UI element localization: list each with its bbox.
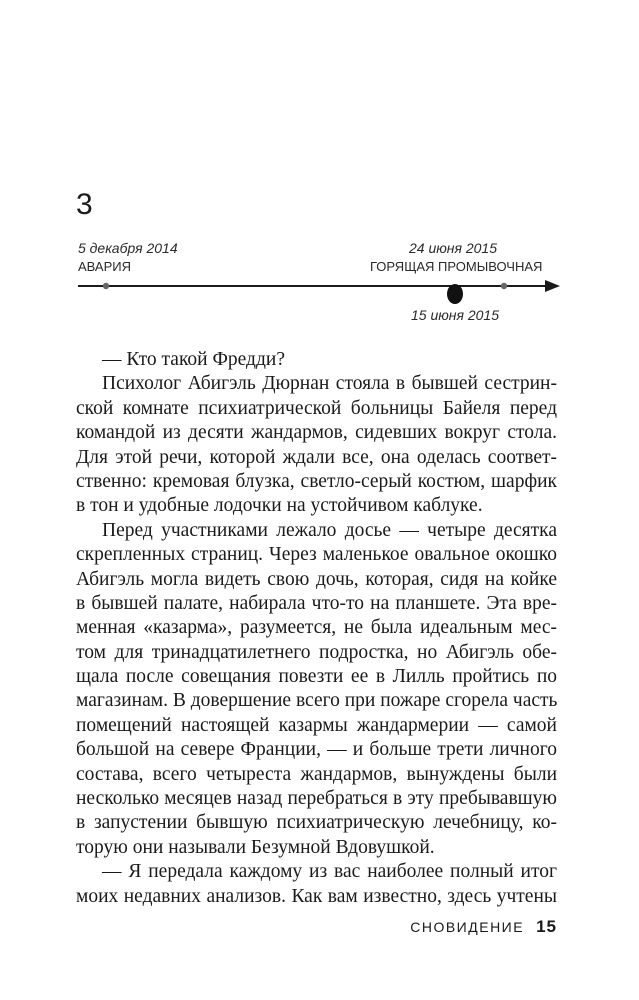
timeline [0, 0, 639, 340]
paragraph-line: Психолог Абигэль Дюрнан стояла в бывшей сестрин- [102, 373, 557, 395]
paragraph-line: ской комнате психиатрической больницы Байеля перед [76, 397, 557, 419]
timeline-current-marker [447, 284, 463, 304]
event-2-date: 24 июня 2015 [409, 240, 497, 256]
paragraph-line: — Кто такой Фредди? [102, 349, 285, 370]
paragraph-line: менная «казарма», разумеется, не была идеальным мес- [76, 617, 557, 639]
timeline-marker-accident [103, 283, 109, 289]
event-2-label: ГОРЯЩАЯ ПРОМЫВОЧНАЯ [370, 259, 543, 274]
event-1-label: АВАРИЯ [78, 259, 131, 274]
paragraph-line: том для тринадцатилетнего подростка, но Абигэль обе- [76, 641, 557, 663]
paragraph-line: помещений настоящей казармы жандармерии — самой [76, 714, 557, 736]
paragraph-line: Для этой речи, которой ждали все, она оделась соответ- [76, 446, 557, 468]
paragraph-line: командой из десяти жандармов, сидевших вокруг стола. [76, 422, 557, 444]
event-1-date: 5 декабря 2014 [78, 240, 178, 256]
timeline-marker-laundry [501, 283, 507, 289]
page-number: 15 [536, 917, 557, 936]
page-footer [410, 917, 557, 937]
event-3-date: 15 июня 2015 [411, 307, 499, 323]
paragraph-line: — Я передала каждому из вас наиболее полный итог [102, 861, 557, 883]
paragraph-line: торую они называли Безумной Вдовушкой. [76, 836, 435, 858]
paragraph-line: в запустении бывшую психиатрическую лечебницу, ко- [76, 812, 557, 834]
chapter-number: 3 [76, 188, 94, 221]
paragraph-line: скрепленных страниц. Через маленькое овальное окошко [76, 544, 557, 566]
paragraph-line: моих недавних анализов. Как вам известно, здесь учтены [76, 885, 557, 907]
paragraph-line: состава, всего четыреста жандармов, вынуждены были [76, 763, 557, 785]
paragraph-line: несколько месяцев назад перебраться в эту пребывавшую [76, 788, 557, 810]
paragraph-line: Абигэль могла видеть свою дочь, которая, сидя на койке [76, 568, 557, 590]
paragraph-line: в бывшей палате, набирала что-то на планшете. Эта вре- [76, 592, 557, 614]
body-text [76, 348, 557, 909]
running-title: СНОВИДЕНИЕ [410, 919, 525, 935]
paragraph-line: Перед участниками лежало досье — четыре десятка [102, 519, 557, 541]
paragraph-line: большой на севере Франции, — и больше трети личного [76, 739, 557, 761]
paragraph-line: ственно: кремовая блузка, светло-серый костюм, шарфик [76, 470, 557, 492]
timeline-graphic [0, 0, 639, 340]
paragraph-line: магазинам. В довершение всего при пожаре сгорела часть [76, 690, 558, 712]
paragraph-line: в тон и удобные лодочки на устойчивом каблуке. [76, 495, 483, 517]
paragraph-line: щала после совещания повезти ее в Лилль пройтись по [76, 666, 557, 688]
timeline-arrow-icon [545, 280, 560, 292]
